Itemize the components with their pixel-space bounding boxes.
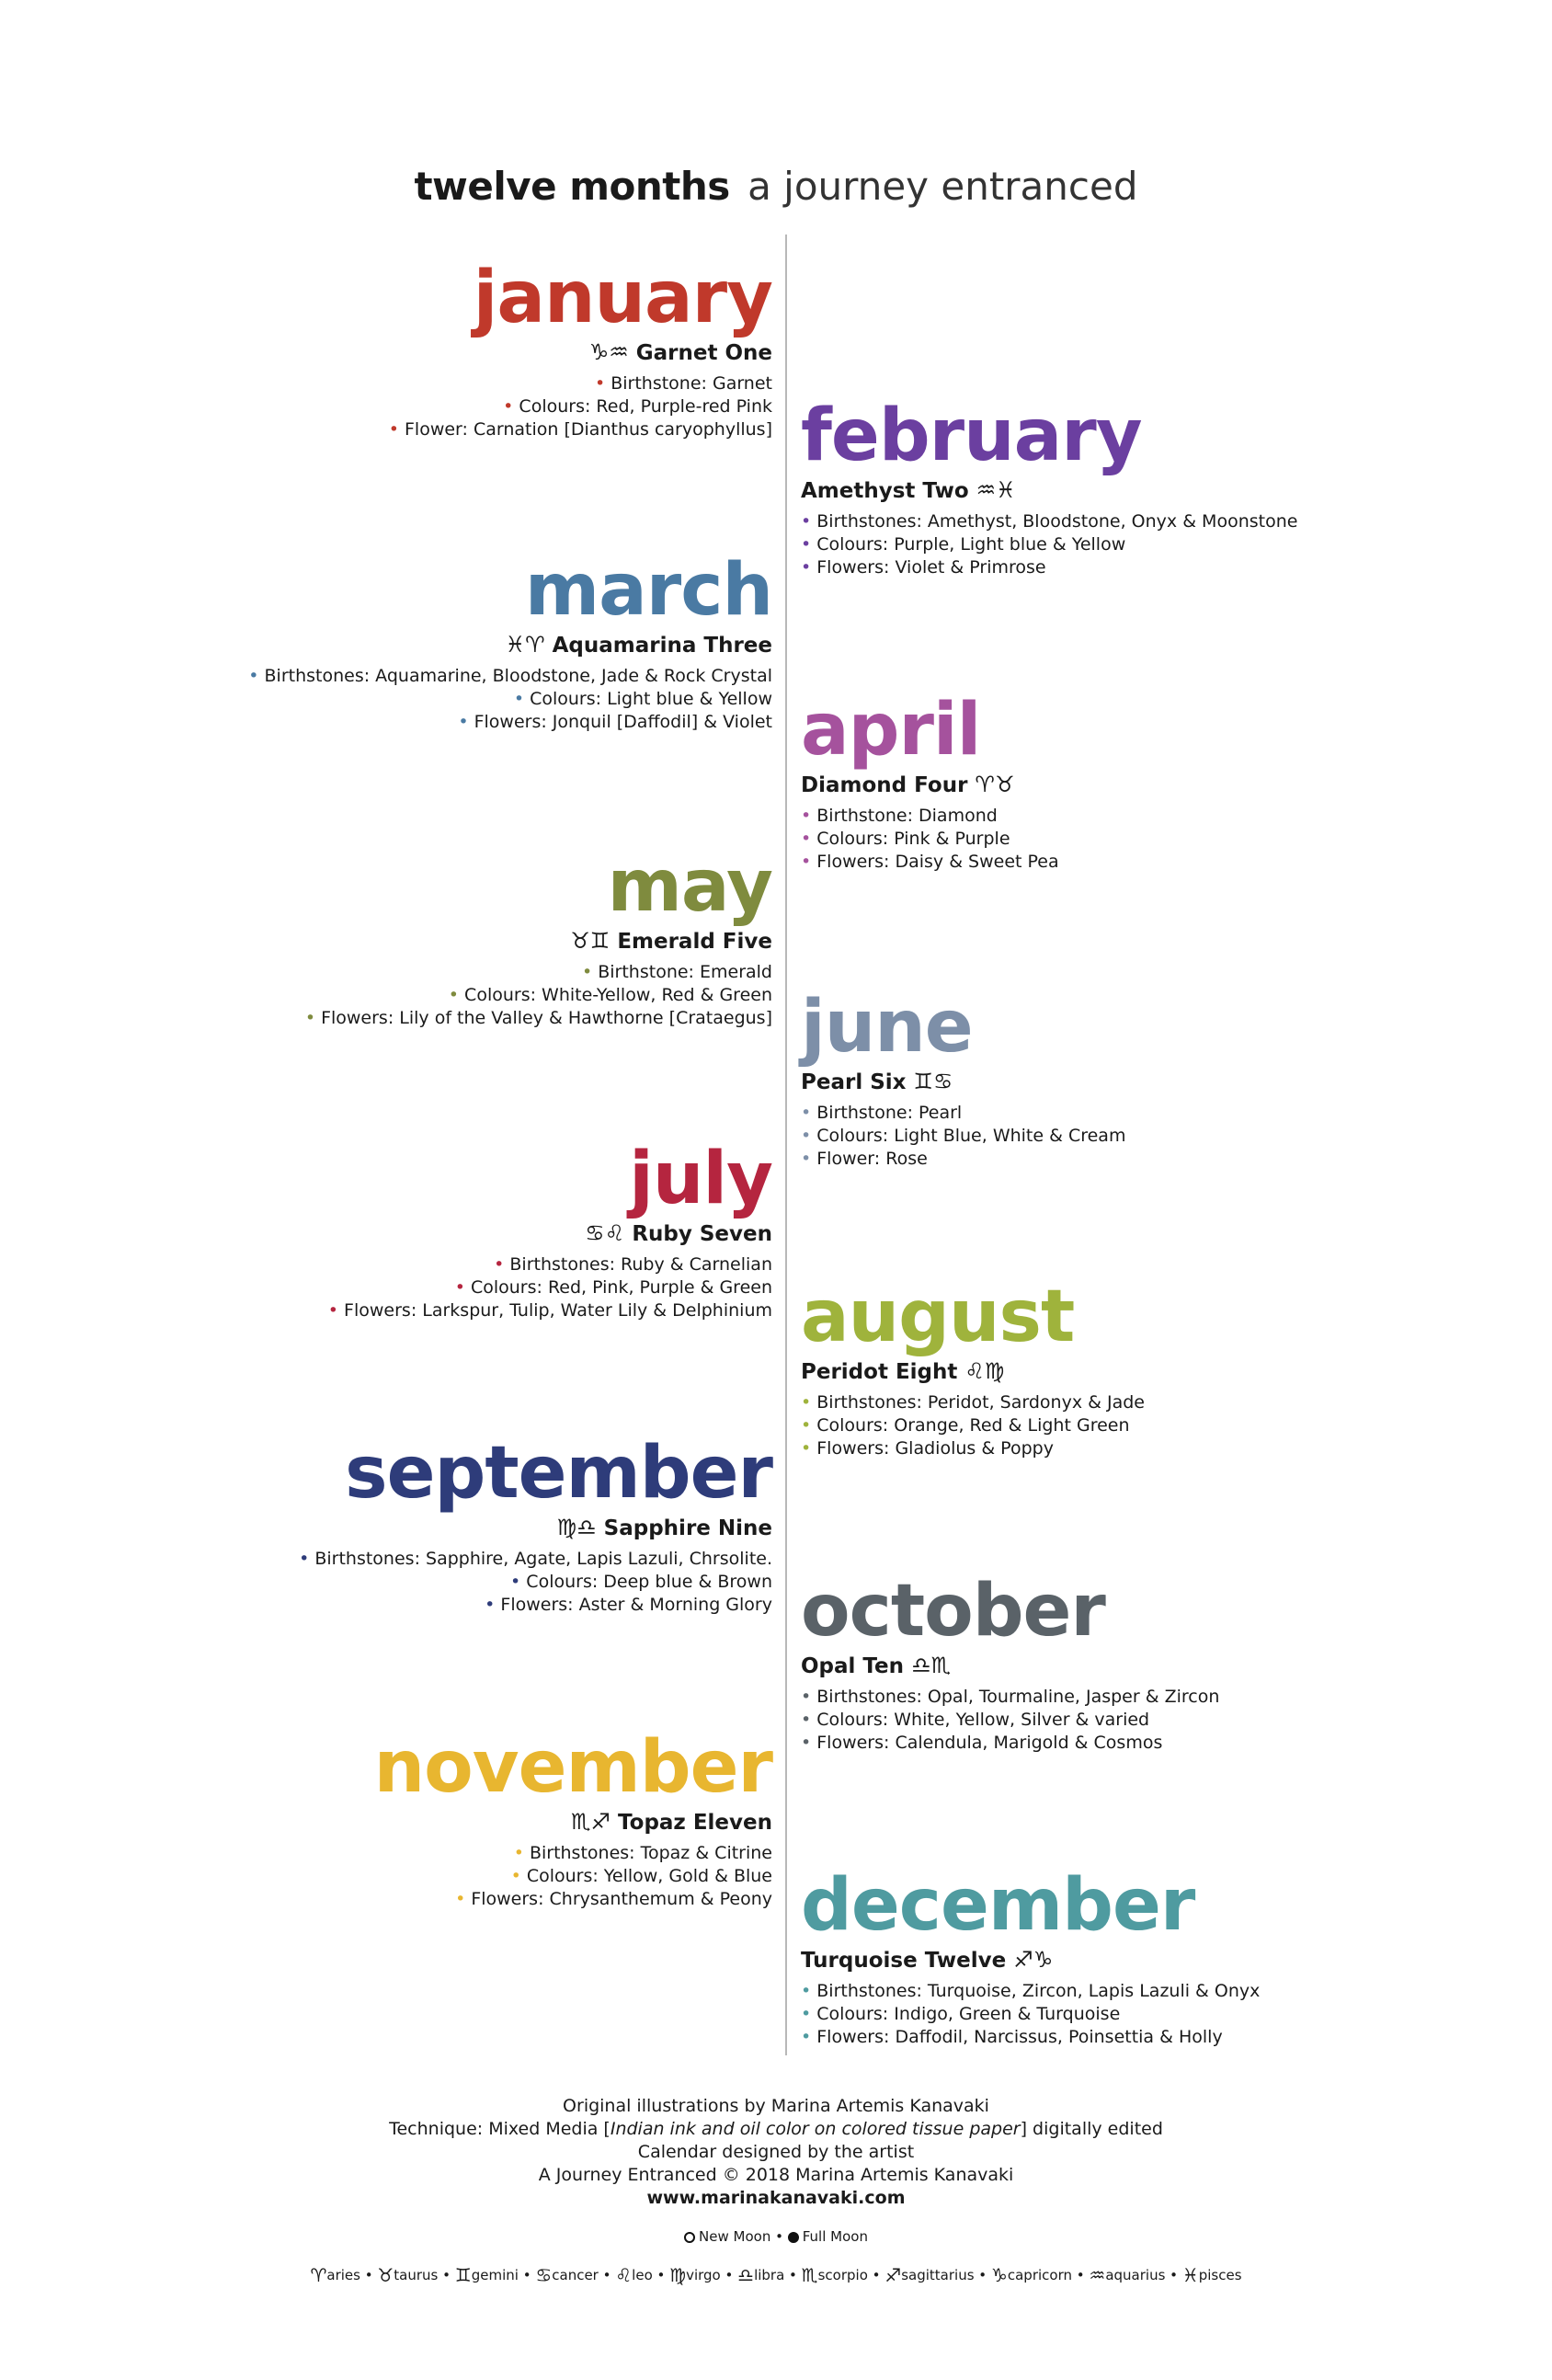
bullet-icon: • [801, 1126, 817, 1146]
month-august [801, 1278, 1145, 1460]
fact-text: Birthstones: Peridot, Sardonyx & Jade [816, 1392, 1145, 1413]
birthstone-name: Sapphire Nine [603, 1516, 772, 1540]
birthstone-name: Peridot Eight [801, 1360, 958, 1384]
bullet-icon: • [304, 1008, 322, 1028]
legend-libra [737, 2264, 785, 2286]
fact-item [305, 1007, 772, 1030]
bullet-icon: • [299, 1549, 315, 1569]
sagittarius-icon: ♐ [884, 2264, 902, 2286]
month-name: october [801, 1570, 1105, 1653]
legend-label: scorpio [817, 2267, 868, 2283]
legend-label: cancer [552, 2267, 599, 2283]
zodiac-icon: ♊♋ [913, 1069, 953, 1094]
legend-pisces [1181, 2264, 1242, 2286]
bullet-icon: • [485, 1595, 501, 1615]
bullet-icon: • [801, 1733, 817, 1753]
fact-item [389, 418, 772, 441]
bullet-icon: • [801, 1392, 817, 1413]
fact-item [248, 688, 772, 711]
gemini-icon: ♊ [454, 2264, 472, 2286]
month-january [389, 259, 772, 441]
month-name: april [801, 689, 981, 772]
month-facts [801, 1980, 1260, 2049]
legend-capricorn [990, 2264, 1072, 2286]
website-link[interactable]: www.marinakanavaki.com [646, 2188, 906, 2208]
birthstone-name: Emerald Five [617, 930, 772, 954]
bullet-icon: • [458, 712, 474, 732]
fact-item [389, 395, 772, 418]
legend-label: gemini [471, 2267, 519, 2283]
legend-aquarius [1089, 2264, 1166, 2286]
month-name: march [524, 549, 772, 632]
fact-item [801, 805, 1059, 828]
birthstone-title [801, 1068, 1125, 1096]
fact-item [328, 1299, 772, 1322]
zodiac-icon: ♍♎ [556, 1515, 597, 1540]
fact-item [389, 372, 772, 395]
fact-text: Colours: Pink & Purple [816, 829, 1010, 849]
fact-item [299, 1594, 772, 1617]
fact-text: Flowers: Gladiolus & Poppy [816, 1438, 1054, 1459]
bullet-icon: • [327, 1300, 345, 1321]
month-name: july [629, 1138, 772, 1220]
legend-label: capricorn [1007, 2267, 1072, 2283]
fact-text: Birthstones: Turquoise, Zircon, Lapis Lazuli & Onyx [816, 1981, 1261, 2001]
legend-leo [615, 2264, 653, 2286]
aquarius-icon: ♒ [1089, 2264, 1106, 2286]
fact-item [801, 1686, 1219, 1709]
fact-text: Birthstones: Amethyst, Bloodstone, Onyx & Moonstone [816, 511, 1298, 532]
bullet-icon: • [455, 1889, 472, 1909]
month-april [801, 689, 1059, 874]
month-facts [801, 510, 1297, 579]
month-facts [299, 1548, 772, 1617]
fact-text: Colours: White-Yellow, Red & Green [464, 985, 772, 1005]
birthstone-title [801, 1946, 1260, 1974]
fact-item [801, 1125, 1125, 1148]
libra-icon: ♎ [737, 2264, 755, 2286]
birthstone-name: Garnet One [635, 341, 772, 365]
fact-item [801, 1437, 1145, 1460]
fact-text: Flowers: Daisy & Sweet Pea [816, 852, 1059, 872]
fact-item [801, 2003, 1260, 2026]
credit-illustrations: Original illustrations by Marina Artemis Kanavaki [563, 2096, 989, 2116]
fact-text: Colours: Yellow, Gold & Blue [526, 1866, 772, 1886]
bullet-icon: • [494, 1254, 510, 1275]
month-may [304, 845, 772, 1030]
bullet-icon: • [801, 511, 817, 532]
fact-item [801, 1391, 1145, 1414]
month-october [801, 1570, 1220, 1755]
zodiac-icon: ♐♑ [1013, 1947, 1054, 1973]
bullet-icon: • [801, 2027, 817, 2047]
month-facts [801, 1686, 1219, 1755]
fact-item [299, 1571, 772, 1594]
fact-text: Birthstones: Sapphire, Agate, Lapis Lazuli, Chrsolite. [314, 1549, 772, 1569]
month-facts [801, 805, 1059, 874]
fact-text: Colours: Indigo, Green & Turquoise [816, 2004, 1121, 2024]
fact-item [328, 1253, 772, 1276]
birthstone-name: Pearl Six [801, 1070, 907, 1094]
fact-text: Colours: Purple, Light blue & Yellow [816, 534, 1126, 555]
fact-text: Colours: Orange, Red & Light Green [816, 1415, 1130, 1436]
title-subtitle: a journey entranced [747, 164, 1138, 209]
fact-text: Colours: Light blue & Yellow [530, 689, 772, 709]
zodiac-icon: ♑♒ [588, 339, 629, 365]
month-name: november [373, 1726, 772, 1809]
fact-text: Birthstone: Emerald [598, 962, 772, 982]
birthstone-name: Amethyst Two [801, 479, 969, 503]
month-september [299, 1432, 772, 1617]
month-november [373, 1726, 772, 1911]
fact-text: Birthstone: Pearl [816, 1103, 963, 1123]
fact-text: Birthstone: Garnet [611, 373, 772, 394]
zodiac-icon: ♌♍ [964, 1358, 1005, 1384]
month-february [801, 397, 1297, 579]
month-june [801, 986, 1126, 1171]
month-name: september [345, 1432, 772, 1515]
fact-item [801, 1732, 1219, 1755]
fact-text: Colours: Red, Pink, Purple & Green [470, 1277, 772, 1298]
credit-copyright: A Journey Entranced © 2018 Marina Artemis Kanavaki [538, 2165, 1014, 2185]
aries-icon: ♈ [310, 2264, 327, 2286]
capricorn-icon: ♑ [990, 2264, 1008, 2286]
bullet-icon: • [513, 689, 531, 709]
birthstone-title [801, 771, 1059, 799]
bullet-icon: • [503, 396, 519, 417]
birthstone-title [328, 1219, 772, 1248]
birthstone-name: Ruby Seven [632, 1222, 772, 1246]
legend-aries [310, 2264, 360, 2286]
fact-text: Colours: White, Yellow, Silver & varied [816, 1710, 1150, 1730]
fact-text: Colours: Red, Purple-red Pink [519, 396, 772, 417]
virgo-icon: ♍ [669, 2264, 687, 2286]
legend-label: sagittarius [901, 2267, 975, 2283]
fact-item [801, 2026, 1260, 2049]
bullet-icon: • [513, 1843, 530, 1863]
fact-text: Birthstone: Diamond [816, 806, 998, 826]
legend-taurus [377, 2264, 439, 2286]
fact-item [801, 510, 1297, 533]
legend-label: virgo [686, 2267, 721, 2283]
bullet-icon: • [801, 2004, 817, 2024]
month-facts [389, 372, 772, 441]
legend-label: aquarius [1105, 2267, 1166, 2283]
page-title [0, 164, 1552, 209]
zodiac-icon: ♈♉ [975, 772, 1015, 797]
fact-item [801, 851, 1059, 874]
pisces-icon: ♓ [1181, 2264, 1199, 2286]
bullet-icon: • [581, 962, 599, 982]
bullet-icon: • [801, 852, 817, 872]
zodiac-icon: ♓♈ [505, 632, 545, 658]
fact-item [801, 1709, 1219, 1732]
month-july [328, 1140, 772, 1322]
zodiac-icon: ♋♌ [585, 1220, 625, 1246]
bullet-icon: • [510, 1572, 527, 1592]
month-facts [374, 1842, 772, 1911]
bullet-icon: • [454, 1277, 471, 1298]
cancer-icon: ♋ [535, 2264, 553, 2286]
fact-text: Birthstones: Ruby & Carnelian [509, 1254, 772, 1275]
bullet-icon: • [801, 557, 817, 578]
fact-item [801, 533, 1297, 556]
bullet-icon: • [801, 1149, 817, 1169]
fact-text: Flowers: Chrysanthemum & Peony [471, 1889, 772, 1909]
moon-legend: New Moon • Full Moon [0, 2228, 1552, 2245]
birthstone-name: Turquoise Twelve [801, 1949, 1007, 1973]
timeline-divider [785, 235, 787, 2055]
fact-item [328, 1276, 772, 1299]
zodiac-icon: ♎♏ [911, 1653, 952, 1678]
birthstone-name: Aquamarina Three [552, 634, 772, 658]
legend-label: taurus [394, 2267, 439, 2283]
fact-item [374, 1865, 772, 1888]
bullet-icon: • [801, 1687, 817, 1707]
birthstone-title [299, 1514, 772, 1542]
month-december [801, 1864, 1261, 2049]
fact-item [801, 1980, 1260, 2003]
fact-item [248, 665, 772, 688]
scorpio-icon: ♏ [801, 2264, 818, 2286]
fact-text: Flowers: Lily of the Valley & Hawthorne [Crataegus] [321, 1008, 772, 1028]
fact-text: Birthstones: Aquamarine, Bloodstone, Jade & Rock Crystal [264, 666, 772, 686]
bullet-icon: • [801, 1103, 817, 1123]
birthstone-title [801, 1357, 1145, 1386]
month-name: january [473, 257, 772, 339]
month-name: june [801, 986, 973, 1069]
leo-icon: ♌ [615, 2264, 633, 2286]
birthstone-title [248, 631, 772, 659]
month-facts [328, 1253, 772, 1322]
fact-text: Colours: Light Blue, White & Cream [816, 1126, 1126, 1146]
bullet-icon: • [801, 534, 817, 555]
month-name: may [607, 845, 772, 928]
birthstone-title [389, 338, 772, 367]
title-bold: twelve months [414, 164, 730, 209]
fact-text: Flowers: Daffodil, Narcissus, Poinsettia & Holly [816, 2027, 1223, 2047]
birthstone-title [801, 1652, 1219, 1680]
zodiac-icon: ♒♓ [976, 477, 1016, 503]
fact-text: Flowers: Jonquil [Daffodil] & Violet [474, 712, 772, 732]
birthstone-name: Topaz Eleven [618, 1811, 772, 1835]
fact-text: Flowers: Calendula, Marigold & Cosmos [816, 1733, 1163, 1753]
fact-item [801, 1414, 1145, 1437]
birthstone-title [374, 1808, 772, 1836]
bullet-icon: • [801, 829, 817, 849]
bullet-icon: • [801, 1981, 817, 2001]
month-facts [801, 1102, 1125, 1171]
fact-item [305, 961, 772, 984]
new-moon-icon [684, 2232, 695, 2243]
bullet-icon: • [248, 666, 265, 686]
birthstone-name: Opal Ten [801, 1654, 905, 1678]
legend-gemini [454, 2264, 519, 2286]
credit-technique: Technique: Mixed Media [Indian ink and oil color on colored tissue paper] digitally edited [389, 2119, 1163, 2139]
fact-item [374, 1888, 772, 1911]
fact-item [248, 711, 772, 734]
credit-design: Calendar designed by the artist [637, 2142, 915, 2162]
birthstone-title [305, 927, 772, 955]
fact-item [801, 828, 1059, 851]
bullet-icon: • [801, 1415, 817, 1436]
zodiac-icon: ♉♊ [570, 928, 611, 954]
month-name: december [801, 1864, 1195, 1947]
full-moon-label: Full Moon [802, 2228, 868, 2245]
month-name: august [801, 1276, 1075, 1358]
legend-label: pisces [1198, 2267, 1242, 2283]
month-name: february [801, 395, 1142, 477]
fact-text: Flower: Rose [816, 1149, 928, 1169]
fact-text: Flowers: Violet & Primrose [816, 557, 1046, 578]
credits [0, 2095, 1552, 2210]
full-moon-icon [788, 2232, 799, 2243]
month-facts [248, 665, 772, 734]
fact-text: Colours: Deep blue & Brown [526, 1572, 772, 1592]
bullet-icon: • [388, 419, 405, 440]
legend-label: libra [754, 2267, 785, 2283]
legend-label: aries [326, 2267, 360, 2283]
month-facts [305, 961, 772, 1030]
fact-item [801, 1102, 1125, 1125]
fact-text: Birthstones: Topaz & Citrine [529, 1843, 772, 1863]
month-facts [801, 1391, 1145, 1460]
fact-text: Flower: Carnation [Dianthus caryophyllus] [405, 419, 772, 440]
bullet-icon: • [801, 1438, 817, 1459]
fact-item [374, 1842, 772, 1865]
taurus-icon: ♉ [377, 2264, 394, 2286]
month-march [248, 549, 772, 734]
fact-item [801, 1148, 1125, 1171]
fact-item [299, 1548, 772, 1571]
fact-text: Birthstones: Opal, Tourmaline, Jasper & Zircon [816, 1687, 1220, 1707]
legend-virgo [669, 2264, 721, 2286]
bullet-icon: • [801, 806, 817, 826]
legend-label: leo [632, 2267, 653, 2283]
bullet-icon: • [594, 373, 611, 394]
fact-item [305, 984, 772, 1007]
legend-scorpio [801, 2264, 868, 2286]
zodiac-icon: ♏♐ [570, 1809, 611, 1835]
fact-item [801, 556, 1297, 579]
fact-text: Flowers: Larkspur, Tulip, Water Lily & Delphinium [344, 1300, 772, 1321]
bullet-icon: • [801, 1710, 817, 1730]
legend-sagittarius [884, 2264, 975, 2286]
new-moon-label: New Moon [699, 2228, 771, 2245]
birthstone-title [801, 476, 1297, 505]
legend-cancer [535, 2264, 599, 2286]
fact-text: Flowers: Aster & Morning Glory [500, 1595, 772, 1615]
birthstone-name: Diamond Four [801, 773, 968, 797]
bullet-icon: • [448, 985, 465, 1005]
zodiac-legend: ♈aries • ♉taurus • ♊gemini • ♋cancer • ♌leo • ♍virgo • ♎libra • ♏scorpio • ♐sagittarius • ♑capricorn • ♒aquarius • ♓pisces [310, 2264, 1242, 2286]
bullet-icon: • [510, 1866, 527, 1886]
